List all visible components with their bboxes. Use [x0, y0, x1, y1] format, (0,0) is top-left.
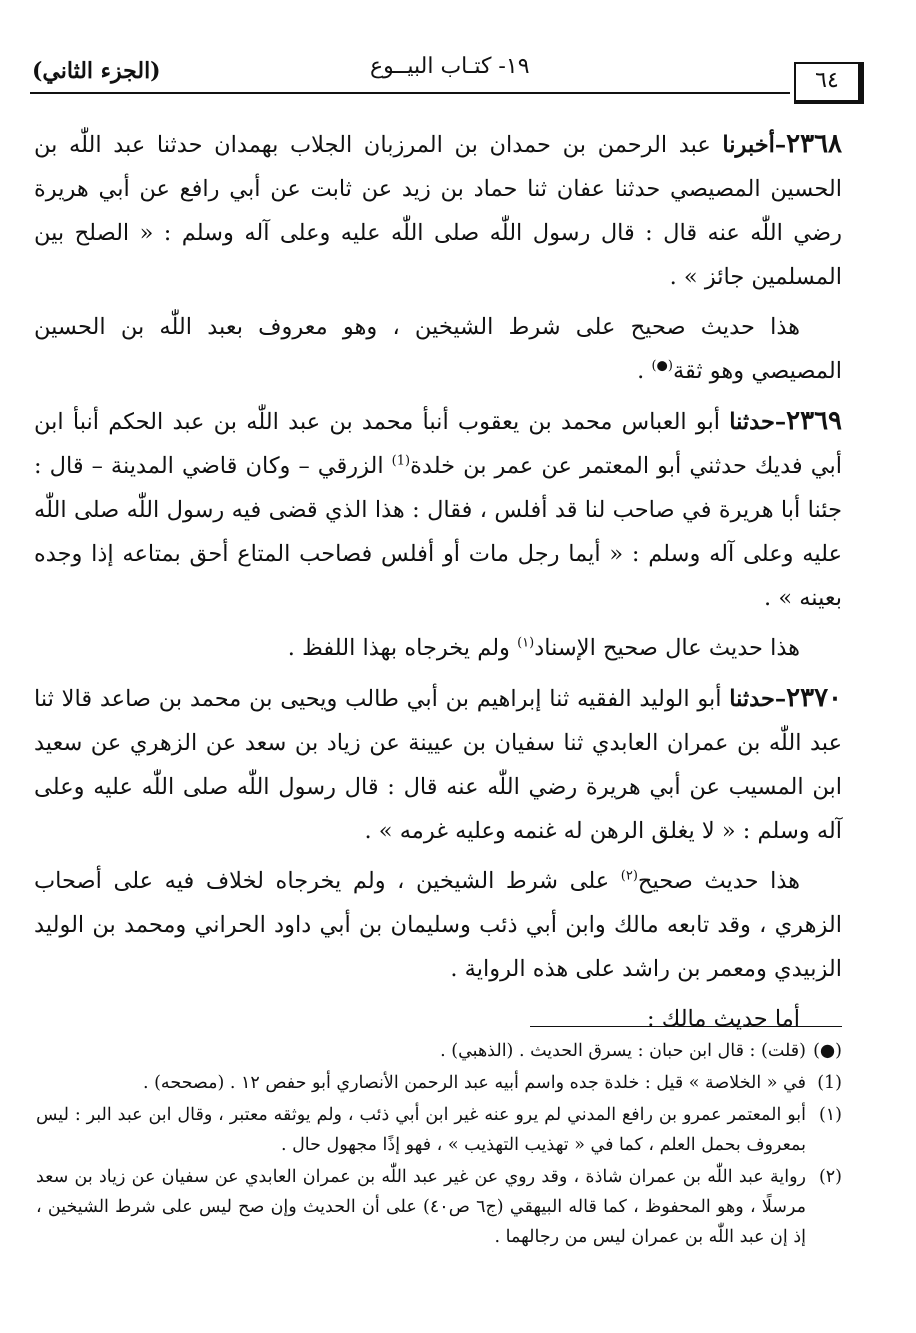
- footnote-text: في « الخلاصة » قيل : خلدة جده واسم أبيه عبد الرحمن الأنصاري أبو حفص ١٢ . (مصححه) .: [142, 1073, 806, 1093]
- hadith-2370: [34, 676, 842, 853]
- hadith-number: ٢٣٦٨: [786, 129, 842, 159]
- hadith-2369: [34, 399, 842, 620]
- hadith-text: عبد الرحمن بن حمدان بن المرزبان الجلاب بهمدان حدثنا عبد اللّٰه بن الحسين المصيصي حدثنا عفان ثنا حماد بن زيد عن ثابت عن أبي رافع عن أبي هريرة رضي اللّٰه عنه قال : قال رسول اللّٰه صلى اللّٰه عليه وعلى آله وسلم : « الصلح بين المسلمين جائز » .: [34, 132, 842, 290]
- page-header: [30, 52, 842, 96]
- hadith-dash: –: [774, 409, 787, 435]
- comment-end: .: [637, 358, 652, 384]
- closing-line: أما حديث مالك :: [647, 1006, 800, 1032]
- footnote-mark: (١): [818, 1105, 842, 1125]
- hadith-dash: –: [774, 686, 787, 712]
- hadith-2368: [34, 122, 842, 299]
- footnote-ref: (●): [651, 358, 673, 374]
- hadith-text: أبو الوليد الفقيه ثنا إبراهيم بن أبي طالب ويحيى بن محمد بن صاعد قالا ثنا عبد اللّٰه بن عمران العابدي ثنا سفيان بن عيينة عن زياد بن سعد عن الزهري عن سعيد ابن المسيب عن أبي هريرة رضي اللّٰه عنه قال : قال رسول اللّٰه صلى اللّٰه عليه وعلى آله وسلم : « لا يغلق الرهن له غنمه وعليه غرمه » .: [34, 686, 842, 844]
- main-text: [34, 122, 842, 1047]
- footnote-text: رواية عبد اللّٰه بن عمران شاذة ، وقد روي عن غير عبد اللّٰه بن عمران العابدي عن سفيان عن زياد بن سعد مرسلًا ، وهو المحفوظ ، كما قاله البيهقي (ج٦ ص٤٠) على أن الحديث وإن صح ليس على شرط الشيخين ، إذ إن عبد اللّٰه بن عمران ليس من رجالهما .: [36, 1167, 806, 1247]
- footnote-ref: (1): [391, 453, 411, 469]
- hadith-2368-comment: [34, 305, 842, 393]
- hadith-number: ٢٣٦٩: [786, 406, 842, 436]
- hadith-number: ٢٣٧٠: [786, 683, 842, 713]
- hadith-dash: –: [774, 132, 787, 158]
- comment-text: هذا حديث عال صحيح الإسناد: [534, 635, 800, 661]
- footnote: [36, 1068, 842, 1098]
- footnote-mark: (٢): [818, 1167, 842, 1187]
- hadith-text-start: أبو العباس محمد بن يعقوب أنبأ محمد بن عبد اللّٰه بن عبد الحكم أنبأ ابن أبي فديك حدثني أبو المعتمر عن عمر بن خلدة: [34, 409, 842, 479]
- narration-verb: حدثنا: [729, 686, 775, 712]
- footnote-text: أبو المعتمر عمرو بن رافع المدني لم يرو عنه غير ابن أبي ذئب ، ولم يوثقه معتبر ، وقال ابن عبد البر : ليس بمعروف بحمل العلم ، كما في « تهذيب التهذيب » ، فهو إذًا مجهول حال .: [36, 1105, 806, 1155]
- hadith-2370-comment: [34, 859, 842, 991]
- hadith-text-end: الزرقي – وكان قاضي المدينة – قال : جئنا أبا هريرة في صاحب لنا قد أفلس ، فقال : هذا الذي قضى فيه رسول اللّٰه صلى اللّٰه عليه وعلى آله وسلم : « أيما رجل مات أو أفلس فصاحب المتاع أحق بمتاعه إذا وجده بعينه » .: [34, 453, 843, 611]
- comment-text: هذا حديث صحيح على شرط الشيخين ، وهو معروف بعبد اللّٰه بن الحسين المصيصي وهو ثقة: [34, 314, 842, 384]
- footnote: [36, 1100, 842, 1160]
- chapter-title: ١٩- كتـاب البيــوع: [370, 54, 530, 79]
- page-number: ٦٤: [794, 62, 864, 104]
- footnote-ref: (١): [517, 635, 535, 651]
- comment-end: ولم يخرجاه بهذا اللفظ .: [287, 635, 518, 661]
- hadith-2369-comment: [34, 626, 842, 670]
- footnote: [36, 1036, 842, 1066]
- comment-end: على شرط الشيخين ، ولم يخرجاه لخلاف فيه على أصحاب الزهري ، وقد تابعه مالك وابن أبي ذئب وسليمان بن أبي داود الحراني ومحمد بن الوليد الزبيدي ومعمر بن راشد على هذه الرواية .: [34, 868, 842, 982]
- footnote-text: (قلت) : قال ابن حبان : يسرق الحديث . (الذهبي) .: [440, 1041, 806, 1061]
- narration-verb: حدثنا: [729, 409, 775, 435]
- footnote: [36, 1162, 842, 1252]
- header-rule: [30, 92, 790, 94]
- part-label: (الجزء الثاني): [32, 58, 161, 84]
- footnote-mark: (1): [817, 1073, 842, 1093]
- footnote-rule: [530, 1026, 842, 1027]
- footnotes: [36, 1036, 842, 1254]
- footnote-ref: (٢): [620, 868, 638, 884]
- comment-text: هذا حديث صحيح: [637, 868, 800, 894]
- footnote-mark: (●): [813, 1041, 842, 1061]
- narration-verb: أخبرنا: [722, 132, 775, 158]
